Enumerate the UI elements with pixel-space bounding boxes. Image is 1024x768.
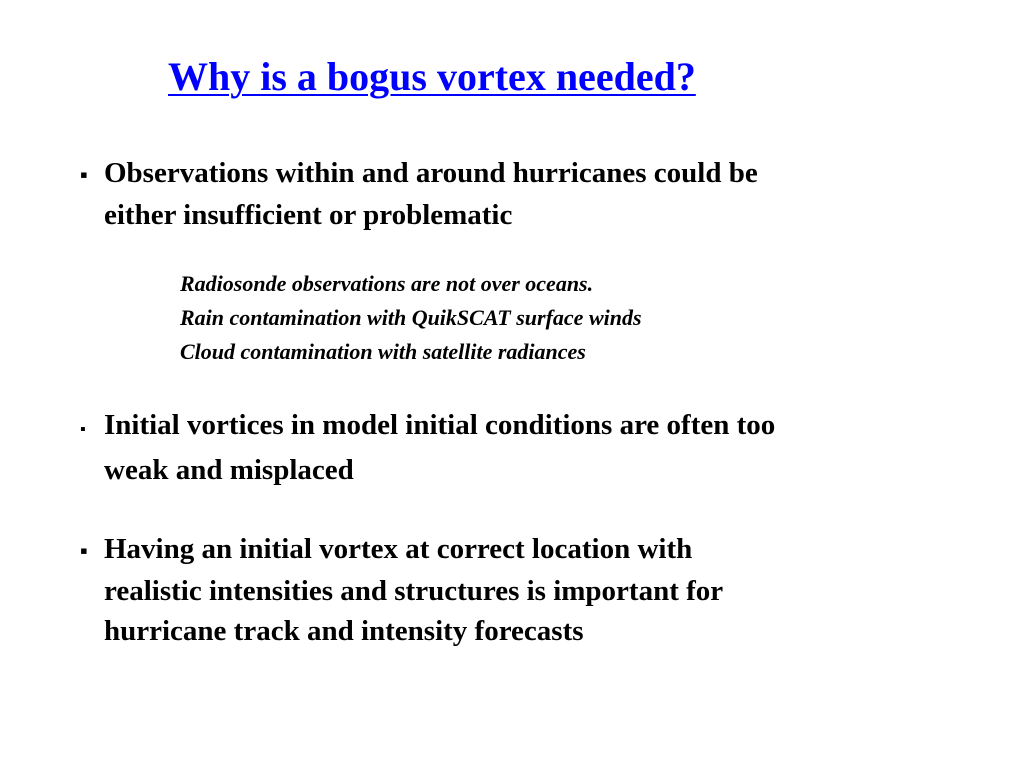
bullet-text-line: weak and misplaced xyxy=(104,454,354,486)
bullet-initial-vortex-location xyxy=(80,529,940,651)
sub-item-quikscat: Rain contamination with QuikSCAT surface winds xyxy=(180,305,642,330)
bullet-text-line: realistic intensities and structures is important for xyxy=(104,575,724,607)
bullet-observations xyxy=(80,153,940,235)
observation-issues-list xyxy=(180,267,642,369)
bullet-marker: ▪ xyxy=(80,162,88,187)
bullet-text-line: Observations within and around hurricanes could be xyxy=(104,157,758,189)
sub-item-satellite: Cloud contamination with satellite radiances xyxy=(180,339,586,364)
bullet-marker: ▪ xyxy=(80,538,88,563)
bullet-text-line: Having an initial vortex at correct location with xyxy=(104,533,693,565)
bullet-initial-vortices xyxy=(80,405,940,490)
bullet-marker: ▪ xyxy=(80,421,86,438)
bullet-text-line: Initial vortices in model initial conditions are often too xyxy=(104,409,776,441)
bullet-text-line: hurricane track and intensity forecasts xyxy=(104,615,584,647)
sub-item-radiosonde: Radiosonde observations are not over oceans. xyxy=(180,271,594,296)
slide-title: Why is a bogus vortex needed? xyxy=(168,54,696,99)
bullet-text-line: either insufficient or problematic xyxy=(104,199,513,231)
